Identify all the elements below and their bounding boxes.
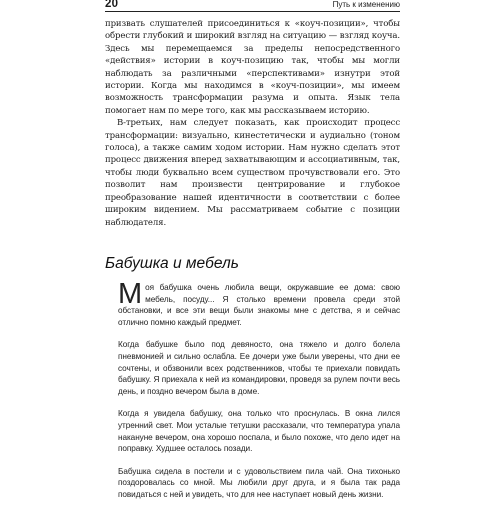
story-text	[118, 278, 400, 512]
body-text	[105, 18, 400, 229]
story-paragraph: Когда бабушке было под девяносто, она тяжело и долго болела пневмонией и сильно ослабла. Ее дочери уже были уверены, что дни ее сочтены, и обзвонили всех родственников, чтобы те приехали повидать бабушку. Я приехала к ней из командировки, проведя за рулем почти весь день, и поздно вечером была в доме.	[118, 340, 400, 396]
page-header	[105, 0, 400, 12]
story-paragraph: Когда я увидела бабушку, она только что проснулась. В окна лился утренний свет. Мои усталые тетушки рассказали, что температура упала накануне вечером, она хорошо поспала, и было похоже, что дело идет на поправку. Худшее осталось позади.	[118, 409, 400, 454]
story-paragraph-text: оя бабушка очень любила вещи, окружавшие ее дома: свою мебель, посуду... Я столько времени провела среди этой обстановки, и все эти вещи были знакомы мне с детства, я и сейчас отлично помню каждый предмет.	[118, 283, 400, 327]
body-paragraph: В-третьих, нам следует показать, как происходит процесс трансформации: визуально, кинестетически и аудиально (тоном голоса), а также самим ходом истории. Нам нужно сделать этот процесс движения вперед захватывающим и ассоциативным, так, чтобы люди буквально всем существом прочувствовали его. Это позволит нам произвести центрирование и глубокое преобразование нашей идентичности в соответствии с более широким видением. Мы рассматриваем событие с позиции наблюдателя.	[105, 118, 400, 228]
section-heading: Бабушка и мебель	[105, 255, 239, 272]
page-number: 20	[105, 0, 119, 10]
story-paragraph: Бабушка сидела в постели и с удовольствием пила чай. Она тихонько поздоровалась со мной. Мы любили друг друга, и я была так рада повидаться с ней и увидеть, что для нее наступает новый день жизни.	[118, 466, 400, 499]
body-paragraph: призвать слушателей присоединиться к «коуч-позиции», чтобы обрести глубокий и широкий взгляд на ситуацию — взгляд коуча. Здесь мы перемещаемся за пределы непосредственного «действия» истории в коуч-позицию так, чтобы мы могли наблюдать за различными «перспективами» изнутри этой истории. Когда мы находимся в «коуч-позиции», мы имеем возможность трансформации разума и опыта. Язык тела помогает нам по мере того, как мы рассказываем историю.	[105, 19, 400, 116]
story-paragraph	[118, 278, 400, 328]
running-title: Путь к изменению	[332, 0, 400, 9]
drop-cap: М	[118, 278, 143, 310]
